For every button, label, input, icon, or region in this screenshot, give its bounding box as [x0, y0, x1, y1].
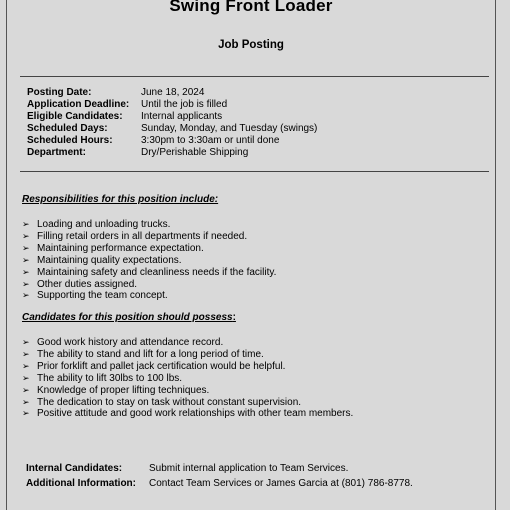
responsibilities-list: [22, 219, 276, 302]
list-item: [22, 337, 353, 349]
detail-label: Scheduled Days:: [27, 123, 108, 134]
footer-row-additional-information: [26, 476, 413, 491]
list-item: [22, 279, 276, 291]
candidates-list: [22, 337, 353, 420]
detail-label: Posting Date:: [27, 87, 92, 98]
document-subtitle: Job Posting: [218, 39, 284, 51]
list-item-text: Maintaining quality expectations.: [37, 254, 182, 266]
list-item-text: Loading and unloading trucks.: [37, 219, 171, 230]
detail-value: 3:30pm to 3:30am or until done: [141, 135, 280, 146]
detail-row-department: [27, 147, 317, 159]
candidates-heading-colon: :: [232, 312, 236, 323]
list-item: [22, 219, 276, 231]
list-item: [22, 243, 276, 255]
divider-bottom: [20, 171, 489, 172]
list-item-text: The ability to stand and lift for a long period of time.: [37, 348, 264, 360]
footer-label: Internal Candidates:: [26, 463, 123, 474]
detail-row-scheduled-days: [27, 123, 317, 135]
list-item-text: The dedication to stay on task without constant supervision.: [37, 396, 302, 408]
detail-value: Sunday, Monday, and Tuesday (swings): [141, 123, 318, 134]
list-item-text: Maintaining safety and cleanliness needs if the facility.: [37, 266, 277, 278]
arrow-bullet-icon: ➢: [22, 372, 30, 383]
responsibilities-heading-text: Responsibilities for this position include:: [22, 194, 219, 205]
list-item-text: Positive attitude and good work relationships with other team members.: [37, 408, 354, 420]
detail-label: Application Deadline:: [27, 99, 130, 110]
detail-value: Dry/Perishable Shipping: [141, 147, 249, 158]
list-item: [22, 255, 276, 267]
arrow-bullet-icon: ➢: [22, 242, 30, 253]
arrow-bullet-icon: ➢: [22, 290, 30, 301]
list-item: [22, 349, 353, 361]
arrow-bullet-icon: ➢: [22, 384, 30, 395]
candidates-heading-text: Candidates for this position should possess: [22, 312, 233, 323]
arrow-bullet-icon: ➢: [22, 348, 30, 359]
arrow-bullet-icon: ➢: [22, 219, 30, 229]
footer-row-internal-candidates: [26, 461, 413, 476]
arrow-bullet-icon: ➢: [22, 360, 30, 371]
list-item: [22, 267, 276, 279]
detail-label: Scheduled Hours:: [27, 135, 113, 146]
list-item: [22, 373, 353, 385]
footer-label: Additional Information:: [26, 478, 136, 489]
detail-label: Eligible Candidates:: [27, 111, 123, 122]
arrow-bullet-icon: ➢: [22, 337, 30, 347]
footer-value: Submit internal application to Team Services.: [149, 463, 349, 474]
list-item: [22, 408, 353, 420]
document-page: [6, 0, 496, 510]
list-item-text: Prior forklift and pallet jack certification would be helpful.: [37, 360, 286, 372]
detail-row-eligible-candidates: [27, 111, 317, 123]
detail-row-scheduled-hours: [27, 135, 317, 147]
document-title: Swing Front Loader: [169, 0, 333, 15]
arrow-bullet-icon: ➢: [22, 396, 30, 407]
list-item-text: Supporting the team concept.: [37, 290, 168, 302]
detail-value: June 18, 2024: [141, 87, 205, 98]
list-item-text: The ability to lift 30lbs to 100 lbs.: [37, 372, 183, 384]
detail-label: Department:: [27, 147, 86, 158]
list-item-text: Maintaining performance expectation.: [37, 242, 204, 254]
arrow-bullet-icon: ➢: [22, 266, 30, 277]
divider-top: [20, 76, 489, 77]
list-item-text: Filling retail orders in all departments if needed.: [37, 230, 248, 242]
list-item: [22, 231, 276, 243]
list-item-text: Other duties assigned.: [37, 278, 138, 290]
arrow-bullet-icon: ➢: [22, 230, 30, 241]
detail-row-posting-date: [27, 87, 317, 99]
contact-info: [26, 461, 413, 491]
candidates-heading: [22, 312, 236, 323]
list-item: [22, 397, 353, 409]
list-item-text: Good work history and attendance record.: [37, 337, 224, 348]
posting-details: [27, 87, 317, 159]
list-item: [22, 361, 353, 373]
list-item: [22, 385, 353, 397]
detail-value: Internal applicants: [141, 111, 223, 122]
arrow-bullet-icon: ➢: [22, 278, 30, 289]
detail-row-application-deadline: [27, 99, 317, 111]
detail-value: Until the job is filled: [141, 99, 228, 110]
responsibilities-heading: [22, 194, 218, 205]
footer-value: Contact Team Services or James Garcia at (801) 786-8778.: [149, 478, 413, 489]
arrow-bullet-icon: ➢: [22, 408, 30, 419]
list-item-text: Knowledge of proper lifting techniques.: [37, 384, 210, 396]
arrow-bullet-icon: ➢: [22, 254, 30, 265]
list-item: [22, 290, 276, 302]
